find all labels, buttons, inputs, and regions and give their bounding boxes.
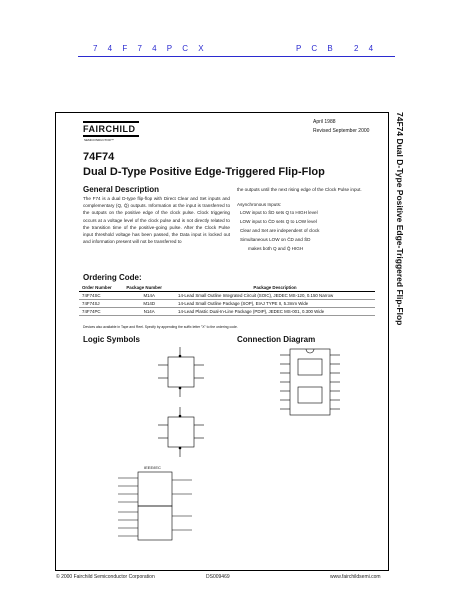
- header-center-text: P C B: [296, 44, 337, 53]
- flip-flop-symbol-2: [158, 407, 204, 457]
- footer-copyright: © 2000 Fairchild Semiconductor Corporation: [56, 574, 155, 580]
- general-description-left: The F74 is a dual D-type flip-flop with Direct Clear and Set inputs and complementary (Q, Q̄) outputs. Information at the input is transferred to the outputs on the positive edge of the clock pulse. Clock triggering occurs at a voltage level of the clock pulse and is not directly related to the transition time of the positive-going pulse. After the Clock Pulse input threshold voltage has been passed, the Data input is locked out and information present will not be transferred to: [83, 196, 230, 245]
- header-left-text: 7 4 F 7 4 P C X: [93, 44, 208, 53]
- ordering-code-heading: Ordering Code:: [83, 273, 142, 282]
- package-description-cell: 14-Lead Small Outline Integrated Circuit (SOIC), JEDEC MS-120, 0.150 Narrow: [175, 292, 375, 300]
- revised-date: Revised September 2000: [313, 128, 370, 134]
- package-description-cell: 14-Lead Plastic Dual-In-Line Package (PDIP), JEDEC MS-001, 0.300 Wide: [175, 308, 375, 316]
- original-date: April 1988: [313, 119, 336, 125]
- logo-top-bar: [83, 121, 139, 123]
- header-page-number: 2 4: [354, 44, 378, 53]
- package-description-cell: 14-Lead Small Outline Package (SOP), EIAJ TYPE II, 5.3mm Wide: [175, 300, 375, 308]
- connection-diagram-heading: Connection Diagram: [237, 335, 316, 344]
- order-number-cell: 74F74SJ: [79, 300, 123, 308]
- connection-diagram: [268, 345, 358, 420]
- col-package-number: Package Number: [123, 284, 175, 292]
- footer-website[interactable]: www.fairchildsemi.com: [330, 574, 381, 580]
- order-number-cell: 74F74SC: [79, 292, 123, 300]
- ieee-iec-label: IEEE/IEC: [144, 465, 161, 470]
- table-row: [79, 308, 375, 316]
- header-rule: [78, 56, 395, 57]
- general-description-right-7: makes both Q and Q̄ HIGH: [248, 246, 304, 251]
- fairchild-logo: FAIRCHILD: [83, 124, 136, 134]
- general-description-right-2: Asynchronous Inputs:: [237, 202, 282, 207]
- logic-symbols-heading: Logic Symbols: [83, 335, 140, 344]
- part-number: 74F74: [83, 151, 115, 163]
- general-description-right-5: Clear and Set are independent of clock: [240, 228, 320, 233]
- col-package-description: Package Description: [175, 284, 375, 292]
- table-row: [79, 292, 375, 300]
- ordering-table: [79, 284, 375, 316]
- ordering-note: Devices also available in Tape and Reel. Specify by appending the suffix letter "X" to the ordering code.: [83, 325, 238, 329]
- footer-doc-id: DS009469: [206, 574, 230, 580]
- general-description-right-4: LOW input to C̄D sets Q to LOW level: [240, 219, 317, 224]
- ieee-symbol-diagram: [110, 470, 210, 545]
- flip-flop-symbol-1: [158, 347, 204, 397]
- general-description-right-3: LOW input to S̄D sets Q to HIGH level: [240, 210, 318, 215]
- package-number-cell: M14A: [123, 292, 175, 300]
- logo-tagline: SEMICONDUCTOR™: [84, 138, 114, 142]
- general-description-right-6: Simultaneous LOW on C̄D and S̄D: [240, 237, 311, 242]
- general-description-right-1: the outputs until the next rising edge of the Clock Pulse input.: [237, 187, 362, 192]
- order-number-cell: 74F74PC: [79, 308, 123, 316]
- general-description-heading: General Description: [83, 185, 160, 194]
- side-title: 74F74 Dual D-Type Positive Edge-Triggered Flip-Flop: [395, 112, 405, 326]
- part-description: Dual D-Type Positive Edge-Triggered Flip-Flop: [83, 166, 325, 178]
- logo-bottom-bar: [83, 135, 139, 137]
- table-row: [79, 300, 375, 308]
- package-number-cell: M14D: [123, 300, 175, 308]
- package-number-cell: N14A: [123, 308, 175, 316]
- col-order-number: Order Number: [79, 284, 123, 292]
- ordering-table-header: [79, 284, 375, 292]
